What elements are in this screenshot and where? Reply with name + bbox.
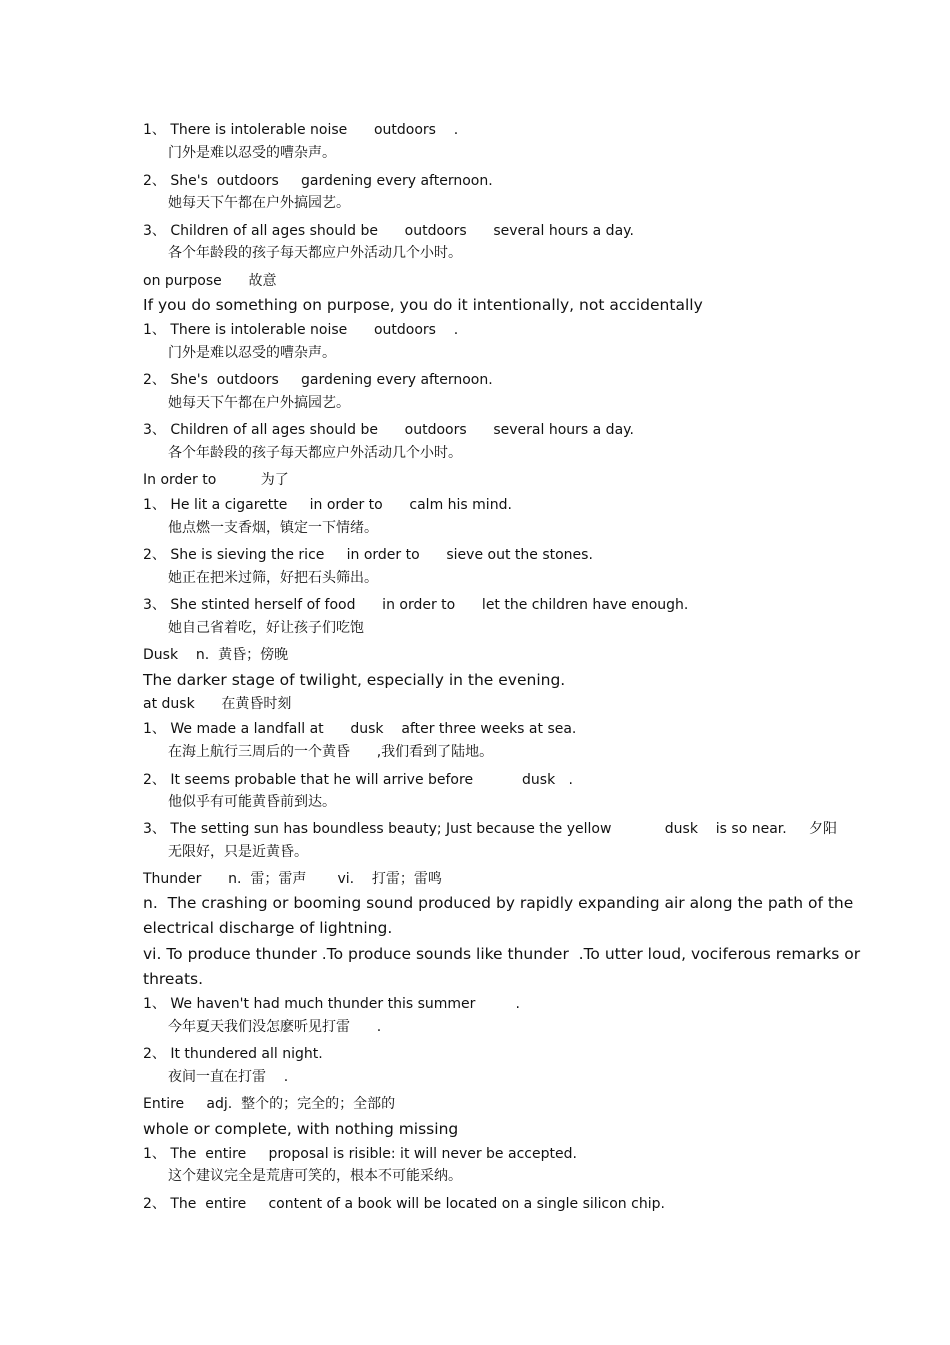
vocab-headword: In order to 为了 <box>143 472 289 488</box>
example-sentence: 1、 There is intolerable noise outdoors . <box>143 322 459 338</box>
vocab-phrase: at dusk 在黄昏时刻 <box>143 696 292 712</box>
example-sentence: 1、 He lit a cigarette in order to calm his mind. <box>143 497 512 513</box>
example-sentence: 3、 Children of all ages should be outdoors several hours a day. <box>143 422 634 438</box>
vocab-headword: Entire adj. 整个的；完全的；全部的 <box>143 1096 396 1112</box>
example-translation: 她正在把米过筛，好把石头筛出。 <box>168 570 378 586</box>
example-translation: 无限好，只是近黄昏。 <box>168 844 308 860</box>
vocab-headword: on purpose 故意 <box>143 273 277 289</box>
example-translation: 今年夏天我们没怎麽听见打雷 . <box>168 1019 382 1035</box>
example-sentence: 2、 It seems probable that he will arrive before dusk . <box>143 772 573 788</box>
example-sentence: 1、 We made a landfall at dusk after three weeks at sea. <box>143 721 577 737</box>
vocab-definition: whole or complete, with nothing missing <box>143 1120 459 1138</box>
vocab-headword: Dusk n. 黄昏；傍晚 <box>143 647 289 663</box>
example-translation: 门外是难以忍受的嘈杂声。 <box>168 145 336 161</box>
example-translation: 他似乎有可能黄昏前到达。 <box>168 794 336 810</box>
vocab-definition: n. The crashing or booming sound produced by rapidly expanding air along the path of the <box>143 894 854 912</box>
example-sentence: 3、 She stinted herself of food in order to let the children have enough. <box>143 597 689 613</box>
example-sentence: 2、 She's outdoors gardening every afternoon. <box>143 173 493 189</box>
example-translation: 在海上航行三周后的一个黄昏 ,我们看到了陆地。 <box>168 744 494 760</box>
example-sentence: 2、 She's outdoors gardening every afternoon. <box>143 372 493 388</box>
example-translation: 她每天下午都在户外搞园艺。 <box>168 395 350 411</box>
example-sentence: 1、 We haven't had much thunder this summer . <box>143 996 520 1012</box>
vocab-definition: If you do something on purpose, you do it intentionally, not accidentally <box>143 296 703 314</box>
vocab-definition: The darker stage of twilight, especially in the evening. <box>143 671 566 689</box>
example-translation: 门外是难以忍受的嘈杂声。 <box>168 345 336 361</box>
example-translation: 各个年龄段的孩子每天都应户外活动几个小时。 <box>168 445 462 461</box>
example-translation: 她每天下午都在户外搞园艺。 <box>168 195 350 211</box>
example-sentence: 3、 Children of all ages should be outdoors several hours a day. <box>143 223 634 239</box>
vocab-definition: threats. <box>143 970 204 988</box>
example-sentence: 2、 The entire content of a book will be located on a single silicon chip. <box>143 1196 665 1212</box>
example-translation: 这个建议完全是荒唐可笑的，根本不可能采纳。 <box>168 1168 462 1184</box>
example-translation: 他点燃一支香烟，镇定一下情绪。 <box>168 520 378 536</box>
vocab-definition: vi. To produce thunder .To produce sounds like thunder .To utter loud, vociferous remarks or <box>143 945 861 963</box>
example-translation: 各个年龄段的孩子每天都应户外活动几个小时。 <box>168 245 462 261</box>
vocab-headword: Thunder n. 雷；雷声 vi. 打雷；雷鸣 <box>143 871 442 887</box>
example-sentence: 1、 There is intolerable noise outdoors . <box>143 122 459 138</box>
example-translation: 夜间一直在打雷 . <box>168 1069 289 1085</box>
example-sentence: 2、 It thundered all night. <box>143 1046 323 1062</box>
example-sentence: 1、 The entire proposal is risible: it will never be accepted. <box>143 1146 577 1162</box>
example-translation: 她自己省着吃，好让孩子们吃饱 <box>168 620 364 636</box>
vocab-definition: electrical discharge of lightning. <box>143 919 393 937</box>
example-sentence: 2、 She is sieving the rice in order to sieve out the stones. <box>143 547 593 563</box>
example-sentence: 3、 The setting sun has boundless beauty; Just because the yellow dusk is so near. 夕阳 <box>143 821 837 837</box>
